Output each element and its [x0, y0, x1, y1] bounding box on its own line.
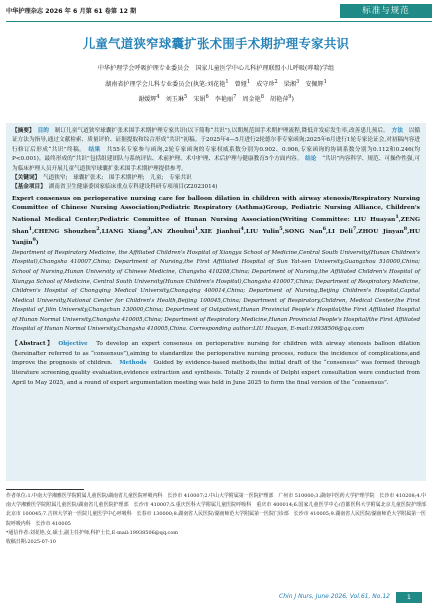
page-footer: [0, 592, 432, 606]
header-divider: [6, 21, 432, 22]
footer-citation: Chin J Nurs, June 2026, Vol.61, No.12: [279, 593, 390, 600]
author-line-1: 中华护理学会呼吸护理专业委员会 国家儿童医学中心儿科护理联盟小儿呼吸(哮喘)学组: [97, 65, 335, 72]
page-header: [0, 0, 432, 22]
footnote: [6, 492, 431, 547]
journal-line: 中华护理杂志 2026 年 6 月第 61 卷第 12 期: [6, 8, 137, 15]
author-line-2: 湖南省护理学会儿科专业委员会(执笔:刘花艳$^1$ 曾娅$^1$ 成守珍$^2$ 梁湘$^3$ 安佩辉$^1$: [105, 78, 327, 88]
section-tag: 标准与规范: [340, 4, 432, 18]
english-title: Expert consensus on perioperative nursing care for balloon dilation in children with airway stenosis/Respiratory Nursing Committee of Chinese Nursing Association;Pediatric Respiratory (Asthma)Group, Pediatric Nursing Alliance, Children's National Medical Center;Pediatric Committee of Hunan Nursing Association(Writing Committee: LIU Huayan$^1$,ZENG Shan$^1$,CHENG Shouzhen$^2$,LIANG Xiang$^3$,AN Zhouhui$^1$,XIE Jianhui$^4$,LIU Yulin$^5$,SONG Nan$^6$,LI Deli$^7$,ZHOU Jinyan$^8$,HU Yanjin$^9$): [12, 194, 420, 247]
abstract-cn: 【摘要】 目的 制订儿童气道狭窄球囊扩张术围手术期护理专家共识(以下简称“共识”),以期规范围手术期护理流程,降低并发症发生率,改善患儿预后。 方法 以循证方法为指导,通过文献检索、质量评价、证据提取和综合形成“共识”初稿。于2025年4—5月进行2轮德尔菲专家函询;2025年6月进行1轮专家论证会,对初稿内容进行修订后形成“共识”终稿。 结果 共55名专家参与函询,2轮专家函询的专家权威系数分别为0.902、0.906,专家函询的协调系数分别为0.112和0.246(均P<0.001)。最终形成的“共识”包括组建团队与系统评估、术前护理、术中护理、术后护理与健康教育5个方面内容。 结论 “共识”内容科学、规范、可操作性强,可为临床护理人员开展儿童气道狭窄球囊扩张术围手术期护理提供参考。: [12, 128, 421, 172]
english-abstract: 【Abstract】 Objective To develop an expert consensus on perioperative nursing for children with airway stenosis balloon dilation (hereinafter referred to as “consensus”),aiming to standardize the perioperative nursing process, reduce the incidence of complications,and improve the prognosis of children. Methods Guided by evidence-based methods,the initial draft of the “consensus” was formed through literature screening,quality evaluation,evidence extraction and synthesis. Totally 2 rounds of Delphi expert consultation were conducted from April to May 2025, and a round of expert argumentation meeting was held in June 2025 to form the final version of the “consensus”.: [12, 341, 420, 386]
abstract-box: [6, 123, 426, 481]
keywords: 【关键词】 气道狭窄; 球囊扩张术; 围手术期护理; 儿童; 专家共识: [12, 175, 192, 182]
footnote-affiliations: 作者单位:1.中南大学湘雅医学院附属儿童医院/湖南省儿童医院呼吸内科 长沙市 410007;2.中山大学附属第一医院护理部 广州市 510000;3.湖南中医药大学护理学院 长沙市 410208;4.中南大学湘雅医学院附属儿童医院/湖南省儿童医院护理部 长沙市 410007;5.重庆医科大学附属儿童医院呼吸科 重庆市 400014;6.国家儿童医学中心/首都医科大学附属北京儿童医院护理部 北京市 100045;7.吉林大学第一医院儿童医学中心呼吸科 长春市 130000;8.湖南省人民医院/湖南师范大学附属第一医院门诊部 长沙市 410005;9.湖南省人民医院/湖南师范大学附属第一医院呼吸内科 长沙市 410005: [6, 493, 431, 527]
footnote-corresponding: *通信作者:刘花艳,女,硕士,副主任护师,科护士长,E-mail:19938506@qq.com: [6, 529, 178, 536]
footnote-divider: [6, 489, 84, 490]
author-line-3: 谢媛辉$^4$ 刘玉琳$^5$ 宋娟$^6$ 李艳丽$^7$ 周金艳$^8$ 胡艳萍$^9$): [138, 94, 294, 104]
footnote-received: 收稿日期:2025-07-10: [6, 539, 56, 546]
article-title: 儿童气道狭窄球囊扩张术围手术期护理专家共识: [82, 36, 350, 51]
page-number: 1: [396, 592, 422, 603]
fund-project: 【基金项目】 湖南省卫生健康委国家临床重点专科建设科研专项项目(Z2023014): [12, 184, 218, 191]
english-affiliations: Department of Respiratory Medicine, the Affiliated Children's Hospital of Xiangya School of Medicine,Central South University(Hunan Children's Hospital),Changsha 410007,China; Department of Nursing,the First Affiliated Hospital of Sun Yat-sen University,Guangzhou 510000,China; School of Nursing,Hunan University of Chinese Medicine, Changsha 410208,China; Department of Nursing,the Affiliated Children's Hospital of Xiangya School of Medicine, Central South University(Hunan Children's Hospital),Changsha 410007,China; Department of Respiratory Medicine, Children's Hospital of Chongqing Medical University,Chongqing 400014,China; Department of Nursing,Beijing Children's Hospital,Capital Medical University,National Center for Children's Health,Beijing 100045,China; Department of Respiratory,Children, Medical Center,the First Hospital of Jilin University,Changchun 130000,China; Department of Outpatient,Hunan Provincial People's Hospital/the First Affiliated Hospital of Hunan Normal University,Changsha 410005,China; Department of Respiratory Medicine,Hunan Provincial People's Hospital/the First Affiliated Hospital of Hunan Normal University,Changsha 410005,China. Corresponding author:LIU Huayan, E-mail:19938506@qq.com: [12, 249, 420, 333]
author-block: [40, 63, 392, 107]
